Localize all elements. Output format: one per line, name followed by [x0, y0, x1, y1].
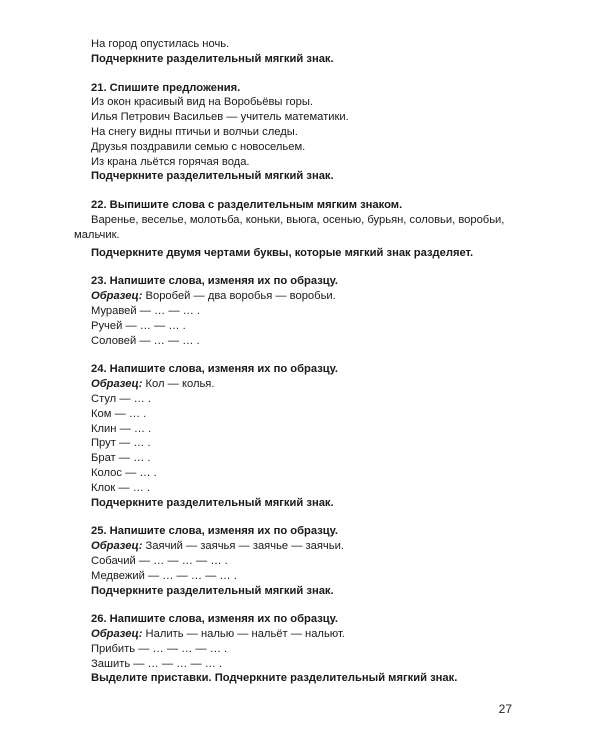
exercise-23-line: Соловей — … — … .: [91, 334, 200, 347]
exercise-25-title: 25. Напишите слова, изменяя их по образцу.: [91, 525, 338, 538]
exercise-21-task: Подчеркните разделительный мягкий знак.: [91, 170, 334, 183]
exercise-23-line: Муравей — … — … .: [91, 304, 201, 317]
exercise-26-line: Прибить — … — … — … .: [91, 642, 228, 655]
intro-sentence: На город опустилась ночь.: [91, 38, 230, 50]
exercise-22: [74, 198, 531, 260]
exercise-25: [91, 524, 531, 598]
sample-label: Образец:: [91, 378, 143, 391]
exercise-24-title: 24. Напишите слова, изменяя их по образцу.: [91, 363, 338, 376]
page-content: [74, 37, 531, 686]
exercise-21-line: Из окон красивый вид на Воробьёвы горы.: [91, 96, 313, 109]
exercise-26-task: Выделите приставки. Подчеркните разделительный мягкий знак.: [91, 672, 458, 685]
sample-text: Налить — налью — нальёт — нальют.: [142, 628, 345, 641]
exercise-23-sample: [91, 289, 531, 304]
sample-text: Заячий — заячья — заячье — заячьи.: [142, 540, 344, 553]
exercise-21-line: Из крана льётся горячая вода.: [91, 155, 250, 168]
exercise-23-title: 23. Напишите слова, изменяя их по образцу.: [91, 275, 338, 288]
exercise-26: [91, 612, 531, 686]
exercise-25-line: Собачий — … — … — … .: [91, 554, 228, 567]
exercise-23: [91, 274, 531, 348]
exercise-24: [91, 362, 531, 510]
intro-task: Подчеркните разделительный мягкий знак.: [91, 52, 334, 65]
exercise-22-task: Подчеркните двумя чертами буквы, которые мягкий знак разделяет.: [91, 246, 474, 259]
exercise-21-line: Друзья поздравили семью с новосельем.: [91, 140, 306, 153]
exercise-24-line: Ком — … .: [91, 407, 147, 420]
page-number: 27: [498, 702, 512, 716]
exercise-25-sample: [91, 539, 531, 554]
exercise-21: [91, 81, 531, 185]
exercise-24-task: Подчеркните разделительный мягкий знак.: [91, 496, 334, 509]
sample-label: Образец:: [91, 628, 143, 641]
exercise-23-line: Ручей — … — … .: [91, 319, 186, 332]
exercise-24-line: Клин — … .: [91, 422, 152, 435]
sample-label: Образец:: [91, 540, 143, 553]
exercise-26-sample: [91, 627, 531, 642]
exercise-26-line: Зашить — … — … — … .: [91, 657, 223, 670]
exercise-24-line: Брат — … .: [91, 452, 151, 465]
sample-text: Воробей — два воробья — воробьи.: [142, 290, 336, 303]
exercise-21-title: 21. Спишите предложения.: [91, 81, 241, 94]
exercise-24-sample: [91, 377, 531, 392]
exercise-21-line: Илья Петрович Васильев — учитель математики.: [91, 111, 349, 124]
exercise-21-line: На снегу видны птичьи и волчьи следы.: [91, 125, 298, 138]
exercise-22-title: 22. Выпишите слова с разделительным мягким знаком.: [91, 199, 403, 212]
exercise-25-task: Подчеркните разделительный мягкий знак.: [91, 584, 334, 597]
exercise-24-line: Колос — … .: [91, 466, 157, 479]
exercise-25-line: Медвежий — … — … — … .: [91, 569, 237, 582]
sample-text: Кол — колья.: [142, 378, 215, 391]
exercise-24-line: Клок — … .: [91, 481, 151, 494]
exercise-26-title: 26. Напишите слова, изменяя их по образцу.: [91, 613, 338, 626]
exercise-24-line: Стул — … .: [91, 392, 152, 405]
exercise-22-words: Варенье, веселье, молотьба, коньки, вьюга, осенью, бурьян, соловьи, воробьи, мальчик.: [74, 213, 505, 241]
sample-label: Образец:: [91, 290, 143, 303]
exercise-24-line: Прут — … .: [91, 437, 151, 450]
